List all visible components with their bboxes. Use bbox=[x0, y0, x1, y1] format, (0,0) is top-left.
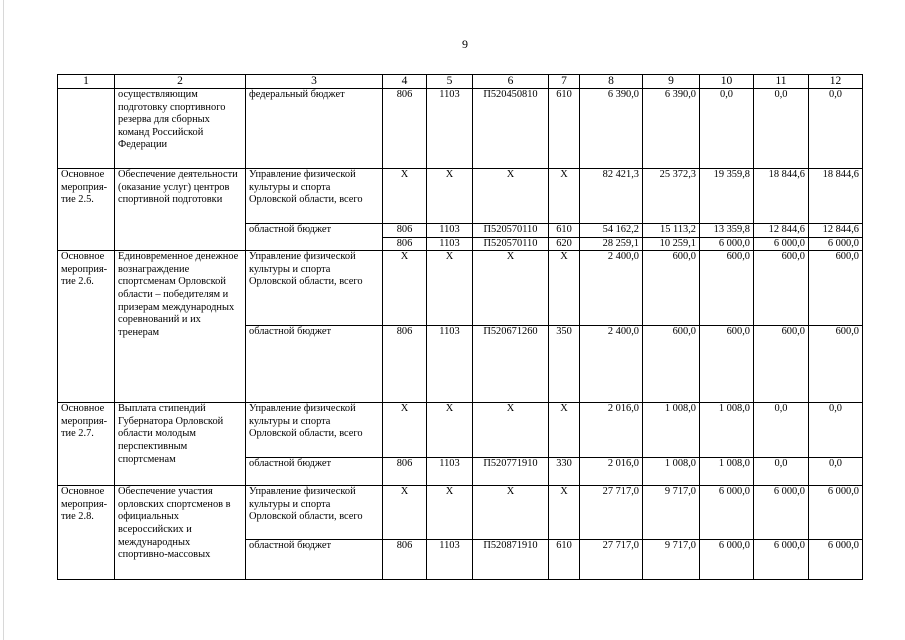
cell-c11: 6 000,0 bbox=[754, 540, 809, 580]
cell-c5: 1103 bbox=[427, 326, 473, 403]
cell-c8: 27 717,0 bbox=[580, 540, 643, 580]
activity-code: Основное мероприя-тие 2.6. bbox=[58, 251, 115, 403]
cell-c10: 1 008,0 bbox=[700, 458, 754, 486]
cell-c6: Х bbox=[473, 486, 549, 540]
cell-c12: 0,0 bbox=[809, 403, 863, 458]
cell-c8: 82 421,3 bbox=[580, 169, 643, 224]
cell-c9: 1 008,0 bbox=[643, 403, 700, 458]
cell-c11: 12 844,6 bbox=[754, 224, 809, 238]
cell-c7: 610 bbox=[549, 540, 580, 580]
cell-c7: Х bbox=[549, 403, 580, 458]
cell-c7: Х bbox=[549, 251, 580, 326]
table-row bbox=[58, 251, 863, 326]
cell-c12: 600,0 bbox=[809, 251, 863, 326]
cell-c12: 6 000,0 bbox=[809, 540, 863, 580]
cell-c5: 1103 bbox=[427, 224, 473, 238]
header-row bbox=[58, 75, 863, 89]
cell-c9: 10 259,1 bbox=[643, 237, 700, 251]
cell-c10: 600,0 bbox=[700, 251, 754, 326]
cell-c11: 6 000,0 bbox=[754, 486, 809, 540]
page-number: 9 bbox=[462, 37, 468, 51]
table-row bbox=[58, 169, 863, 224]
column-header: 1 bbox=[58, 75, 115, 89]
table-row bbox=[58, 89, 863, 169]
page-edge-line bbox=[3, 0, 4, 640]
cell-c4: 806 bbox=[383, 326, 427, 403]
cell-c7: Х bbox=[549, 169, 580, 224]
cell-c9: 25 372,3 bbox=[643, 169, 700, 224]
cell-c7: Х bbox=[549, 486, 580, 540]
funding-source: Управление физической культуры и спорта Орловской области, всего bbox=[246, 403, 383, 458]
cell-c9: 600,0 bbox=[643, 251, 700, 326]
funding-source: Управление физической культуры и спорта Орловской области, всего bbox=[246, 486, 383, 540]
cell-c8: 6 390,0 bbox=[580, 89, 643, 169]
column-header: 12 bbox=[809, 75, 863, 89]
cell-c9: 6 390,0 bbox=[643, 89, 700, 169]
cell-c6: Х bbox=[473, 403, 549, 458]
column-header: 8 bbox=[580, 75, 643, 89]
cell-c8: 28 259,1 bbox=[580, 237, 643, 251]
column-header: 11 bbox=[754, 75, 809, 89]
cell-c7: 350 bbox=[549, 326, 580, 403]
cell-c5: 1103 bbox=[427, 237, 473, 251]
cell-c5: Х bbox=[427, 403, 473, 458]
cell-c12: 6 000,0 bbox=[809, 486, 863, 540]
cell-c6: П520771910 bbox=[473, 458, 549, 486]
cell-c10: 13 359,8 bbox=[700, 224, 754, 238]
cell-c6: П520570110 bbox=[473, 237, 549, 251]
activity-name: Обеспечение участия орловских спортсменов в официальных всероссийских и международных спортивно-массовых bbox=[115, 486, 246, 580]
cell-c9: 9 717,0 bbox=[643, 540, 700, 580]
funding-source: областной бюджет bbox=[246, 458, 383, 486]
activity-name: осуществляющим подготовку спортивного резерва для сборных команд Российской Федерации bbox=[115, 89, 246, 169]
cell-c10: 19 359,8 bbox=[700, 169, 754, 224]
cell-c12: 6 000,0 bbox=[809, 237, 863, 251]
cell-c5: 1103 bbox=[427, 540, 473, 580]
cell-c6: Х bbox=[473, 251, 549, 326]
cell-c9: 1 008,0 bbox=[643, 458, 700, 486]
cell-c12: 18 844,6 bbox=[809, 169, 863, 224]
cell-c4: 806 bbox=[383, 224, 427, 238]
cell-c4: 806 bbox=[383, 540, 427, 580]
activity-code: Основное мероприя-тие 2.5. bbox=[58, 169, 115, 251]
cell-c11: 18 844,6 bbox=[754, 169, 809, 224]
cell-c10: 6 000,0 bbox=[700, 540, 754, 580]
cell-c9: 9 717,0 bbox=[643, 486, 700, 540]
cell-c8: 2 400,0 bbox=[580, 251, 643, 326]
column-header: 9 bbox=[643, 75, 700, 89]
funding-source: областной бюджет bbox=[246, 326, 383, 403]
activity-name: Выплата стипендий Губернатора Орловской области молодым перспективным спортсменам bbox=[115, 403, 246, 486]
cell-c8: 2 016,0 bbox=[580, 403, 643, 458]
cell-c8: 2 016,0 bbox=[580, 458, 643, 486]
cell-c10: 0,0 bbox=[700, 89, 754, 169]
cell-c6: Х bbox=[473, 169, 549, 224]
cell-c4: 806 bbox=[383, 458, 427, 486]
cell-c12: 0,0 bbox=[809, 89, 863, 169]
column-header: 6 bbox=[473, 75, 549, 89]
cell-c8: 2 400,0 bbox=[580, 326, 643, 403]
cell-c5: Х bbox=[427, 251, 473, 326]
funding-source: областной бюджет bbox=[246, 540, 383, 580]
cell-c4: Х bbox=[383, 403, 427, 458]
cell-c10: 600,0 bbox=[700, 326, 754, 403]
cell-c4: 806 bbox=[383, 89, 427, 169]
activity-code bbox=[58, 89, 115, 169]
column-header: 2 bbox=[115, 75, 246, 89]
column-header: 7 bbox=[549, 75, 580, 89]
cell-c10: 1 008,0 bbox=[700, 403, 754, 458]
cell-c6: П520671260 bbox=[473, 326, 549, 403]
cell-c7: 620 bbox=[549, 237, 580, 251]
cell-c5: 1103 bbox=[427, 458, 473, 486]
cell-c7: 330 bbox=[549, 458, 580, 486]
cell-c11: 6 000,0 bbox=[754, 237, 809, 251]
cell-c8: 27 717,0 bbox=[580, 486, 643, 540]
funding-source: областной бюджет bbox=[246, 224, 383, 238]
activity-name: Единовременное денежное вознаграждение спортсменам Орловской области – победителям и призерам международных соревнований и их тренерам bbox=[115, 251, 246, 403]
cell-c11: 0,0 bbox=[754, 458, 809, 486]
cell-c9: 600,0 bbox=[643, 326, 700, 403]
funding-source: Управление физической культуры и спорта Орловской области, всего bbox=[246, 169, 383, 224]
budget-table bbox=[57, 74, 863, 580]
cell-c8: 54 162,2 bbox=[580, 224, 643, 238]
cell-c12: 12 844,6 bbox=[809, 224, 863, 238]
cell-c12: 600,0 bbox=[809, 326, 863, 403]
cell-c7: 610 bbox=[549, 224, 580, 238]
cell-c6: П520871910 bbox=[473, 540, 549, 580]
cell-c12: 0,0 bbox=[809, 458, 863, 486]
column-header: 10 bbox=[700, 75, 754, 89]
column-header: 4 bbox=[383, 75, 427, 89]
cell-c10: 6 000,0 bbox=[700, 237, 754, 251]
table-row bbox=[58, 486, 863, 540]
cell-c7: 610 bbox=[549, 89, 580, 169]
cell-c6: П520570110 bbox=[473, 224, 549, 238]
activity-code: Основное мероприя-тие 2.7. bbox=[58, 403, 115, 486]
cell-c5: Х bbox=[427, 486, 473, 540]
cell-c11: 0,0 bbox=[754, 403, 809, 458]
cell-c4: Х bbox=[383, 251, 427, 326]
table-row bbox=[58, 403, 863, 458]
activity-code: Основное мероприя-тие 2.8. bbox=[58, 486, 115, 580]
activity-name: Обеспечение деятельности (оказание услуг) центров спортивной подготовки bbox=[115, 169, 246, 251]
cell-c11: 600,0 bbox=[754, 251, 809, 326]
cell-c9: 15 113,2 bbox=[643, 224, 700, 238]
cell-c11: 600,0 bbox=[754, 326, 809, 403]
funding-source bbox=[246, 237, 383, 251]
cell-c4: 806 bbox=[383, 237, 427, 251]
funding-source: Управление физической культуры и спорта Орловской области, всего bbox=[246, 251, 383, 326]
cell-c4: Х bbox=[383, 169, 427, 224]
cell-c10: 6 000,0 bbox=[700, 486, 754, 540]
cell-c5: 1103 bbox=[427, 89, 473, 169]
cell-c6: П520450810 bbox=[473, 89, 549, 169]
funding-source: федеральный бюджет bbox=[246, 89, 383, 169]
cell-c5: Х bbox=[427, 169, 473, 224]
column-header: 5 bbox=[427, 75, 473, 89]
column-header: 3 bbox=[246, 75, 383, 89]
cell-c4: Х bbox=[383, 486, 427, 540]
cell-c11: 0,0 bbox=[754, 89, 809, 169]
